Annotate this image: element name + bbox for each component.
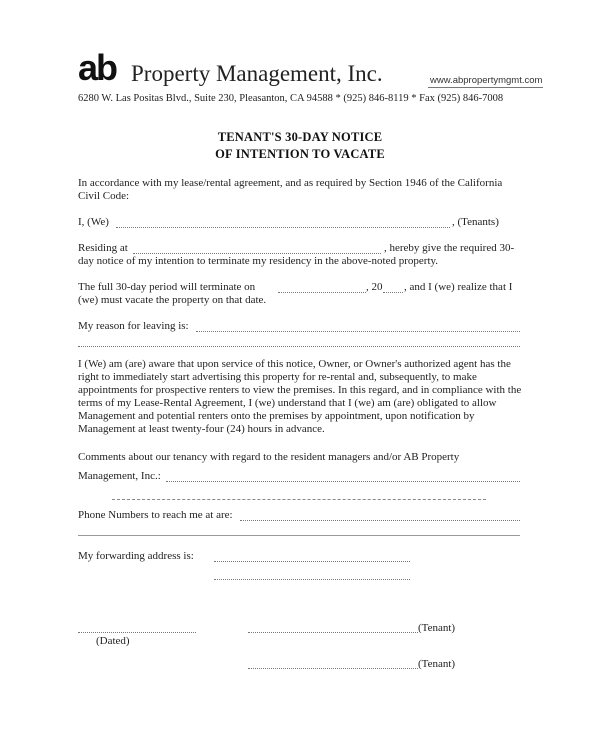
dated-label: (Dated) [96,635,130,647]
company-logo: ab [78,47,117,88]
term-prefix: The full 30-day period will terminate on [78,281,256,293]
term-line2: (we) must vacate the property on that date. [78,294,267,306]
reason-field-2[interactable] [78,346,520,347]
date-field[interactable] [78,632,196,633]
intro-line1: In accordance with my lease/rental agreement, and as required by Section 1946 of the California [78,177,503,189]
term-mid: , 20 [366,281,383,293]
awareness-paragraph: I (We) am (are) aware that upon service of this notice, Owner, or Owner's authorized agent has the right to immediately start advertising this property for re-rental and, subsequently, to make appointments for prospective renters to view the premises. In this regard, and in compliance with the terms of my Lease-Rental Agreement, I (we) understand that I (we) am (are) obligated to allow Management and potential renters onto the premises by appointment, upon notification by Management at least twenty-four (24) hours in advance. [78,358,522,435]
notice-title-line1: TENANT'S 30-DAY NOTICE [217,130,383,144]
comments-line2: Management, Inc.: [78,470,161,482]
company-address: 6280 W. Las Positas Blvd., Suite 230, Pleasanton, CA 94588 * (925) 846-8119 * Fax (925) 846-7008 [78,93,504,104]
tenant-signature-label-1: (Tenant) [418,622,456,634]
intro-line2: Civil Code: [78,190,130,202]
residing-line2: day notice of my intention to terminate my residency in the above-noted property. [78,255,439,267]
tenant-suffix: , (Tenants) [452,216,499,228]
forwarding-address-field-1[interactable] [214,561,410,562]
residing-suffix: , hereby give the required 30- [384,242,515,254]
tenant-signature-field-2[interactable] [248,668,418,669]
residence-address-field[interactable] [133,253,381,254]
company-website: www.abpropertymgmt.com [430,75,543,86]
phone-field-2[interactable] [78,535,520,536]
reason-field-1[interactable] [196,331,520,332]
tenant-signature-label-2: (Tenant) [418,658,456,670]
phone-field[interactable] [240,520,520,521]
tenant-prefix: I, (We) [78,216,109,228]
term-suffix: , and I (we) realize that I [404,281,513,293]
termination-date-field[interactable] [278,292,366,293]
tenant-signature-field-1[interactable] [248,632,418,633]
comments-line1: Comments about our tenancy with regard to the resident managers and/or AB Property [78,451,460,463]
comments-field-1[interactable] [166,481,520,482]
comments-field-2[interactable] [112,499,486,500]
forwarding-label: My forwarding address is: [78,550,194,562]
reason-label: My reason for leaving is: [78,320,189,332]
notice-title-line2: OF INTENTION TO VACATE [215,147,385,161]
header-rule [428,87,543,88]
termination-year-field[interactable] [383,292,403,293]
residing-prefix: Residing at [78,242,128,254]
company-name: Property Management, Inc. [131,61,383,86]
forwarding-address-field-2[interactable] [214,579,410,580]
tenant-names-field[interactable] [116,227,450,228]
phone-label: Phone Numbers to reach me at are: [78,509,233,521]
